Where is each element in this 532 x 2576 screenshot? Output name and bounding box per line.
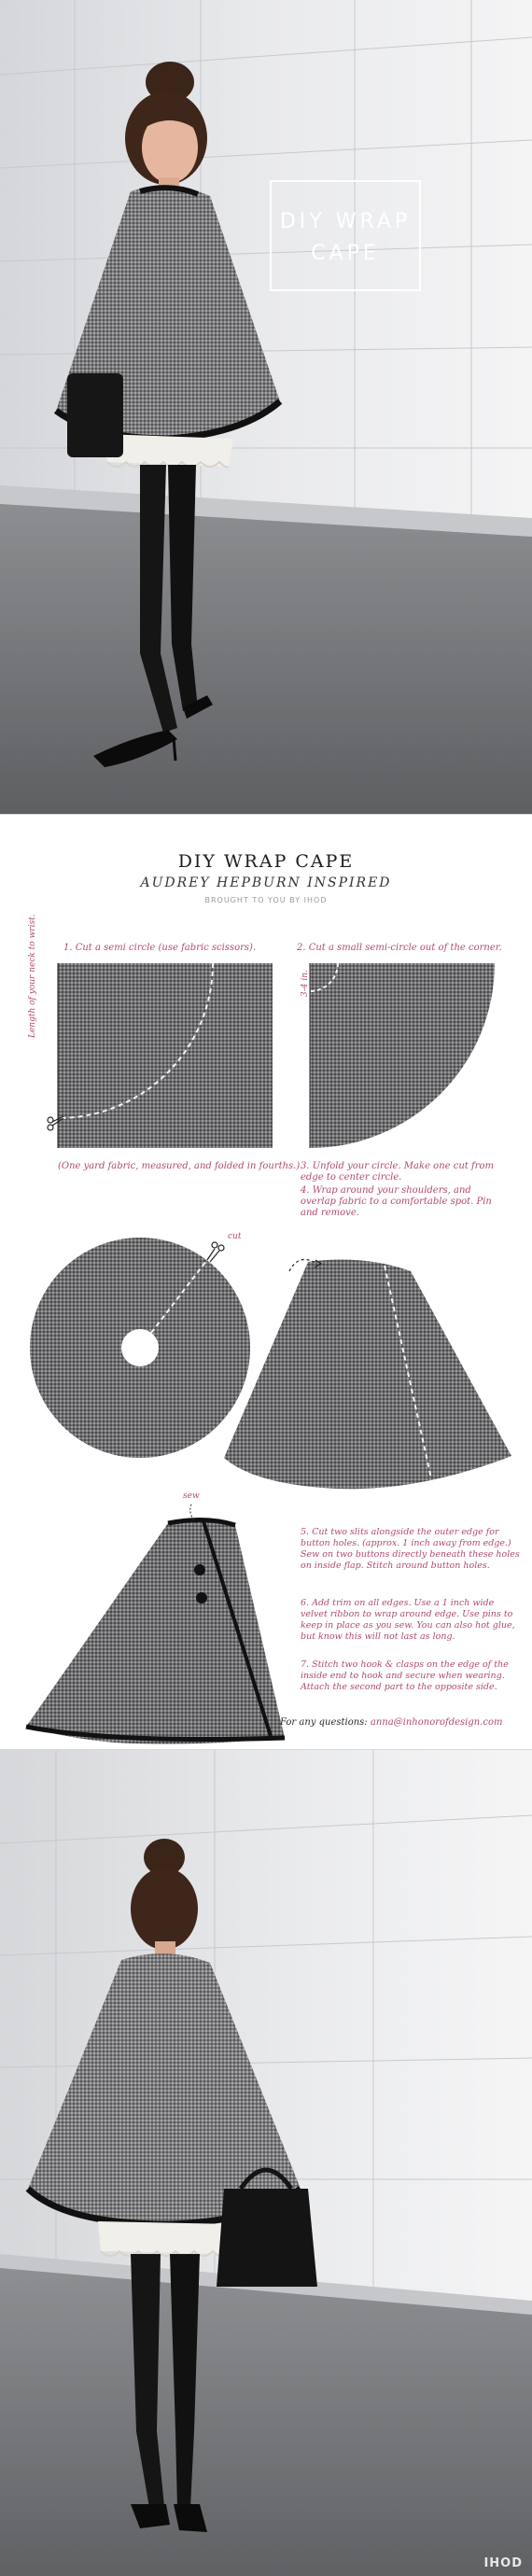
title-line-1: DIY WRAP	[279, 210, 412, 233]
bottom-photo	[0, 1750, 532, 2576]
step-4-text: 4. Wrap around your shoulders, and overlap fabric to a comfortable spot. Pin and remove.	[301, 1185, 492, 1218]
step-7-text: 7. Stitch two hook & clasps on the edge of the inside end to hook and secure when wearing. Attach the second part to the opposite side.	[301, 1659, 509, 1692]
sheet-credit: BROUGHT TO YOU BY IHOD	[204, 896, 328, 904]
title-line-2: CAPE	[311, 242, 380, 265]
finished-cape	[26, 1503, 285, 1744]
scissors-icon-2	[207, 1242, 224, 1262]
length-label: Length of your neck to wrist.	[28, 914, 37, 1038]
button-top	[194, 1564, 205, 1575]
folded-fabric-square	[48, 963, 273, 1148]
step-2-text: 2. Cut a small semi-circle out of the corner.	[297, 943, 502, 953]
sew-label: sew	[183, 1491, 200, 1501]
ihod-watermark: IHOD	[483, 2556, 523, 2570]
step-6-text: 6. Add trim on all edges. Use a 1 inch wide velvet ribbon to wrap around edge. Use pins to keep in place as you sew. You can also hot glue, but know this will not last as long.	[301, 1598, 515, 1642]
contact-email[interactable]: anna@inhonorofdesign.com	[370, 1717, 503, 1728]
photo-woman-back	[0, 1750, 532, 2576]
cape-title-box	[270, 180, 421, 291]
contact-line	[280, 1717, 527, 1728]
cut-label: cut	[228, 1232, 242, 1241]
button-bottom	[196, 1592, 207, 1603]
unfolded-circle	[30, 1238, 250, 1458]
top-photo	[0, 0, 532, 814]
size-label: 3-4 in.	[301, 970, 310, 997]
quarter-circle	[310, 963, 495, 1148]
sheet-subtitle: AUDREY HEPBURN INSPIRED	[140, 875, 392, 890]
sheet-title: DIY WRAP CAPE	[177, 851, 355, 872]
step-3-text: 3. Unfold your circle. Make one cut from edge to center circle.	[301, 1161, 494, 1183]
step-1-text: 1. Cut a semi circle (use fabric scissors).	[63, 943, 257, 953]
photo-woman-front	[0, 0, 532, 814]
overlapped-cape	[224, 1260, 511, 1490]
step-5-text: 5. Cut two slits alongside the outer edge for button holes. (approx. 1 inch away from edge.) Sew on two buttons directly beneath these holes on inside flap. Stitch around button holes.	[301, 1527, 520, 1571]
fabric-note: (One yard fabric, measured, and folded in fourths.)	[58, 1161, 301, 1171]
instruction-sheet	[0, 814, 532, 1750]
contact-prefix: For any questions:	[280, 1717, 368, 1728]
